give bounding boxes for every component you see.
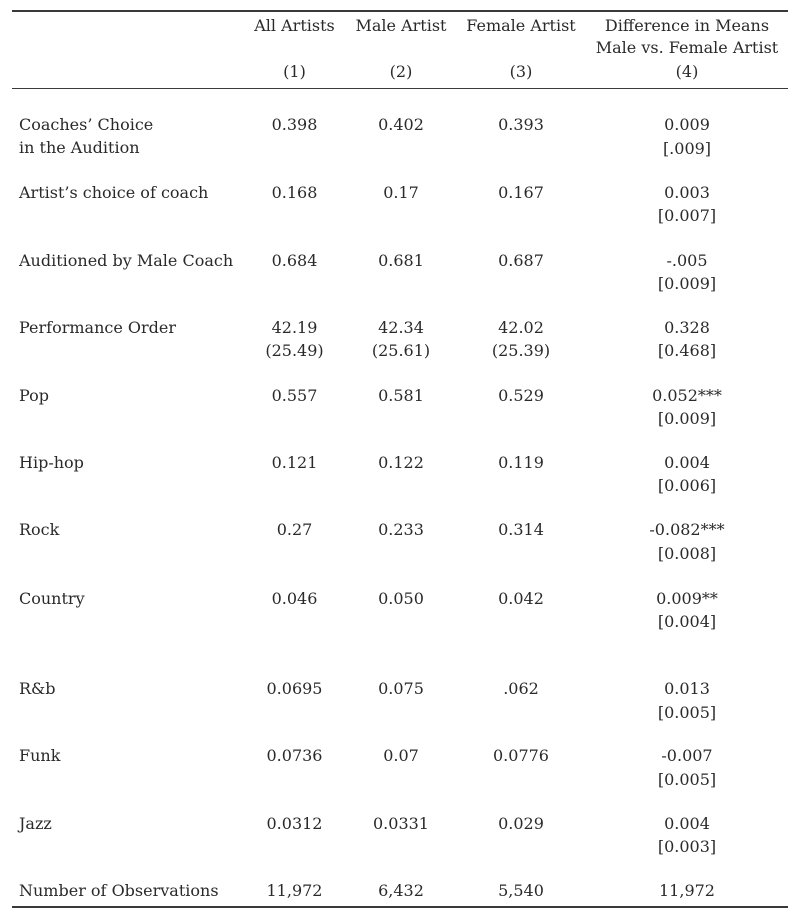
- row-label: Jazz: [19, 814, 52, 833]
- row-label: Rock: [19, 520, 60, 539]
- cell-value: 0.07: [383, 746, 419, 765]
- cell-value: 0.557: [271, 386, 318, 405]
- cell-std-error: (25.39): [491, 341, 551, 360]
- row-label: Coaches’ Choice: [19, 115, 154, 134]
- cell-value: 0.393: [498, 115, 544, 134]
- cell-value: 0.009**: [656, 589, 718, 608]
- cell-value: 0.684: [271, 251, 318, 270]
- cell-value: 42.34: [378, 318, 424, 337]
- row-label: Hip-hop: [19, 453, 84, 472]
- cell-std-error: (25.49): [265, 341, 324, 360]
- row-label-line2: in the Audition: [19, 138, 140, 157]
- col-header-all-artists: All Artists: [254, 16, 335, 35]
- cell-value: 0.029: [498, 814, 544, 833]
- cell-value: 0.0331: [373, 814, 429, 833]
- cell-value: 11,972: [659, 881, 715, 900]
- row-label: Country: [19, 589, 85, 608]
- cell-value: 0.0776: [493, 746, 549, 765]
- row-label: Artist’s choice of coach: [19, 183, 209, 202]
- col-number-2: (2): [389, 62, 413, 81]
- cell-value: 0.046: [271, 589, 318, 608]
- cell-value: 42.02: [498, 318, 544, 337]
- cell-value: -.005: [666, 251, 708, 270]
- cell-std-error: [0.005]: [657, 770, 717, 789]
- cell-value: 0.529: [498, 386, 544, 405]
- row-label: Performance Order: [19, 318, 177, 337]
- cell-std-error: [0.003]: [657, 837, 717, 856]
- cell-std-error: [0.009]: [657, 274, 717, 293]
- cell-value: 0.003: [664, 183, 710, 202]
- table-bottom-rule: [12, 906, 788, 908]
- cell-value: 0.167: [498, 183, 544, 202]
- cell-value: 0.013: [664, 679, 710, 698]
- col-number-1: (1): [283, 62, 306, 81]
- cell-std-error: [0.007]: [657, 206, 717, 225]
- cell-value: 0.052***: [652, 386, 722, 405]
- cell-value: 0.581: [378, 386, 424, 405]
- cell-value: 0.121: [271, 453, 318, 472]
- cell-value: -0.082***: [649, 520, 725, 539]
- cell-value: 0.119: [498, 453, 544, 472]
- col-number-4: (4): [675, 62, 699, 81]
- row-label: Funk: [19, 746, 61, 765]
- cell-value: 42.19: [271, 318, 318, 337]
- row-label: Pop: [19, 386, 49, 405]
- cell-value: 5,540: [498, 881, 544, 900]
- cell-value: .062: [503, 679, 539, 698]
- cell-value: 0.009: [664, 115, 710, 134]
- cell-value: 0.004: [664, 453, 710, 472]
- cell-value: 0.681: [378, 251, 424, 270]
- cell-std-error: [0.468]: [657, 341, 717, 360]
- cell-value: 0.233: [378, 520, 424, 539]
- cell-std-error: [0.006]: [657, 476, 717, 495]
- col-header-difference: Difference in Means: [604, 16, 770, 35]
- col-header-female-artist: Female Artist: [466, 16, 576, 35]
- cell-value: 11,972: [266, 881, 323, 900]
- cell-value: 0.17: [383, 183, 419, 202]
- row-label: Number of Observations: [19, 881, 219, 900]
- table-header-rule: [12, 88, 788, 89]
- cell-value: -0.007: [661, 746, 713, 765]
- cell-value: 0.075: [378, 679, 424, 698]
- cell-std-error: (25.61): [371, 341, 431, 360]
- cell-value: 0.398: [271, 115, 318, 134]
- cell-value: 0.0695: [266, 679, 323, 698]
- row-label: Auditioned by Male Coach: [19, 251, 234, 270]
- cell-std-error: [0.008]: [657, 544, 717, 563]
- table-top-rule: [12, 10, 788, 12]
- cell-value: 0.168: [271, 183, 318, 202]
- cell-value: 0.687: [498, 251, 544, 270]
- cell-value: 0.050: [378, 589, 424, 608]
- cell-value: 0.042: [498, 589, 544, 608]
- cell-value: 0.314: [498, 520, 544, 539]
- cell-value: 0.122: [378, 453, 424, 472]
- cell-value: 0.27: [276, 520, 313, 539]
- cell-std-error: [0.005]: [657, 703, 717, 722]
- cell-value: 0.0312: [266, 814, 323, 833]
- cell-value: 0.0736: [266, 746, 323, 765]
- cell-value: 6,432: [378, 881, 424, 900]
- col-header-difference-line2: Male vs. Female Artist: [595, 38, 779, 57]
- cell-std-error: [0.004]: [657, 612, 717, 631]
- cell-std-error: [0.009]: [657, 409, 717, 428]
- col-header-male-artist: Male Artist: [355, 16, 447, 35]
- cell-value: 0.328: [664, 318, 710, 337]
- row-label: R&b: [19, 679, 56, 698]
- cell-value: 0.004: [664, 814, 710, 833]
- col-number-3: (3): [509, 62, 533, 81]
- cell-value: 0.402: [378, 115, 424, 134]
- cell-std-error: [.009]: [662, 139, 712, 158]
